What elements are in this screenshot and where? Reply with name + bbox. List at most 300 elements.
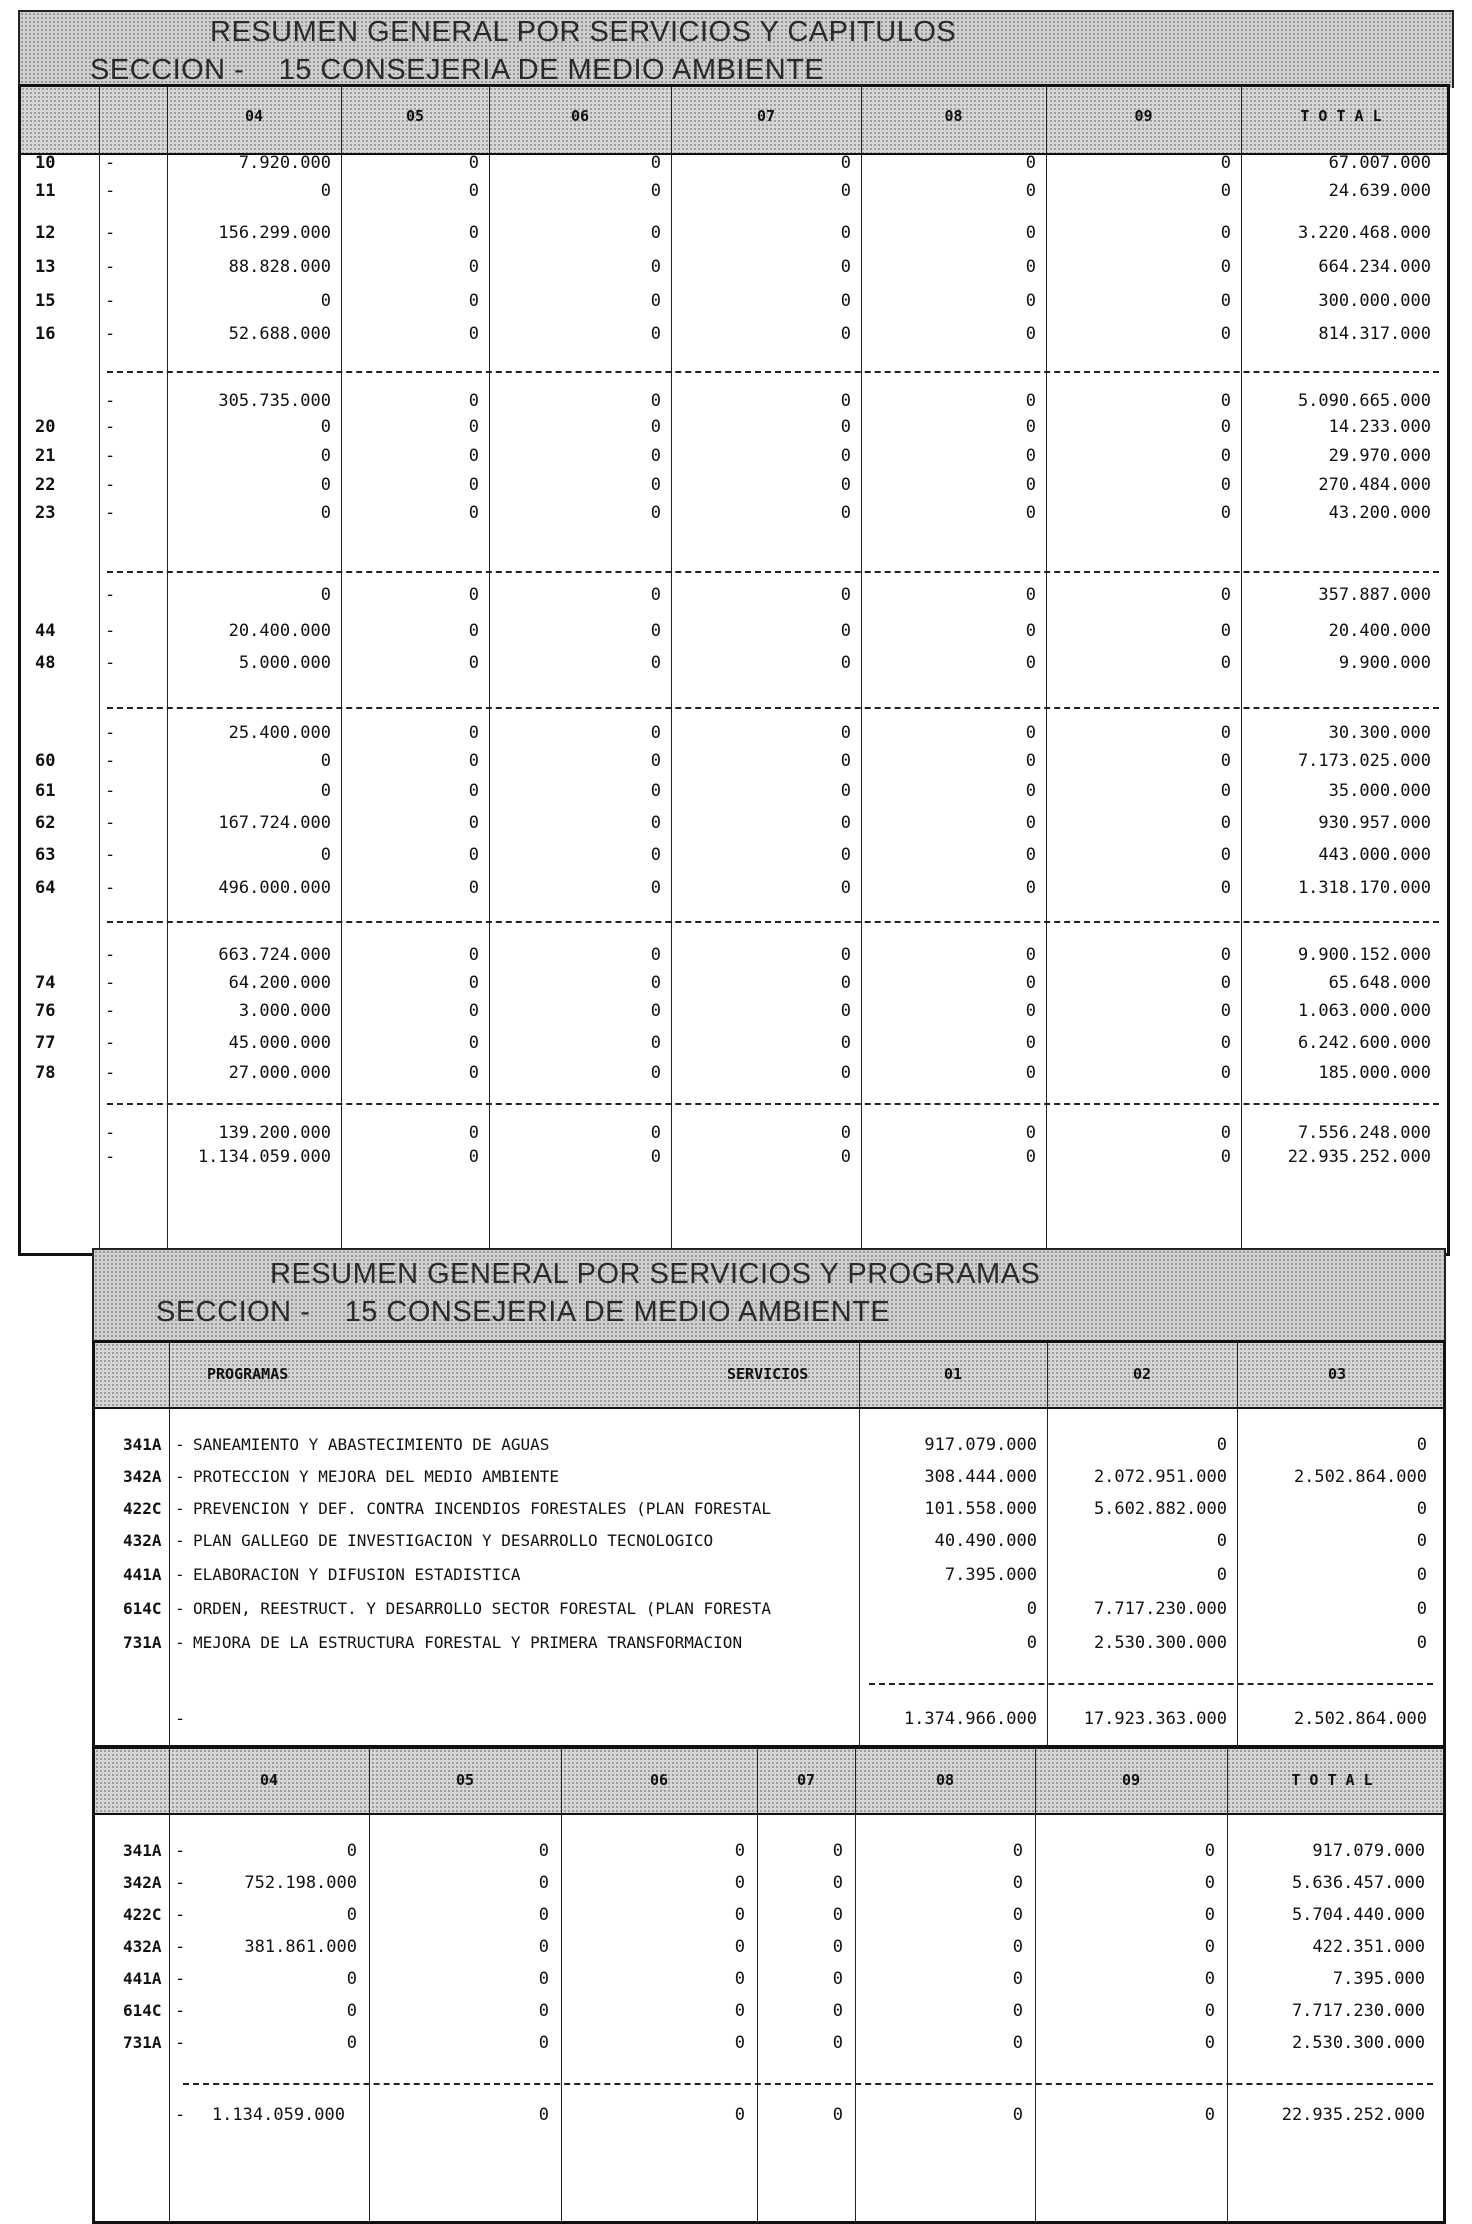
value-cell: 0 (1220, 781, 1231, 801)
total-cell: 24.639.000 (1328, 181, 1431, 201)
value-cell: 40.490.000 (934, 1531, 1037, 1551)
value-cell: 0 (468, 475, 479, 495)
dash-marker: - (105, 1123, 116, 1143)
value-cell: 64.200.000 (228, 973, 331, 993)
value-cell: 0 (1012, 1969, 1023, 1989)
value-cell: 0 (346, 2033, 357, 2053)
value-cell: 0 (840, 1033, 851, 1053)
section1-subtitle: SECCION - 15 CONSEJERIA DE MEDIO AMBIENTE (90, 54, 825, 86)
value-cell: 0 (650, 257, 661, 277)
value-cell: 0 (1216, 1435, 1227, 1455)
total-cell: 422.351.000 (1312, 1937, 1425, 1957)
value-cell: 0 (346, 1841, 357, 1861)
value-cell: 0 (1220, 257, 1231, 277)
value-cell: 0 (1025, 723, 1036, 743)
column-header: T O T A L (1291, 1771, 1373, 1789)
value-cell: 0 (1025, 324, 1036, 344)
value-cell: 496.000.000 (218, 878, 331, 898)
value-cell: 0 (1025, 153, 1036, 173)
value-cell: 0 (1204, 1937, 1215, 1957)
value-cell: 0 (468, 391, 479, 411)
total-cell: 65.648.000 (1328, 973, 1431, 993)
dash-marker: - (105, 391, 116, 411)
value-cell: 0 (468, 291, 479, 311)
dash-marker: - (105, 621, 116, 641)
chapter-code: 78 (35, 1063, 56, 1083)
value-cell: 0 (650, 621, 661, 641)
total-cell: 300.000.000 (1318, 291, 1431, 311)
capitulos-table (18, 84, 1450, 1256)
value-cell: 0 (1220, 1123, 1231, 1143)
value-cell: 0 (1220, 973, 1231, 993)
value-cell: 0 (650, 723, 661, 743)
value-cell: 0 (650, 813, 661, 833)
total-cell: 3.220.468.000 (1297, 223, 1431, 243)
value-cell: 0 (320, 417, 331, 437)
column-header: 06 (649, 1771, 669, 1789)
column-header: 05 (405, 107, 425, 125)
value-cell: 0 (1026, 1599, 1037, 1619)
chapter-code: 62 (35, 813, 56, 833)
value-cell: 0 (840, 813, 851, 833)
value-cell: 0 (320, 291, 331, 311)
chapter-code: 21 (35, 446, 56, 466)
section2-title: RESUMEN GENERAL POR SERVICIOS Y PROGRAMAS (270, 1258, 1041, 1290)
total-cell: 664.234.000 (1318, 257, 1431, 277)
value-cell: 0 (832, 2033, 843, 2053)
dash-marker: - (105, 723, 116, 743)
value-cell: 0 (1220, 621, 1231, 641)
column-header: 09 (1134, 107, 1153, 125)
value-cell: 0 (734, 1905, 745, 1925)
value-cell: 0 (320, 585, 331, 605)
dash-marker: - (175, 1599, 185, 1618)
value-cell: 0 (346, 2001, 357, 2021)
column-header: T O T A L (1300, 107, 1382, 125)
dash-marker: - (175, 1969, 186, 1989)
total-cell: 357.887.000 (1318, 585, 1431, 605)
value-cell: 0 (538, 1841, 549, 1861)
value-cell: 0 (320, 845, 331, 865)
value-cell: 0 (650, 417, 661, 437)
value-cell: 0 (468, 503, 479, 523)
dash-marker: - (105, 845, 116, 865)
value-cell: 0 (1012, 1873, 1023, 1893)
value-cell: 0 (468, 324, 479, 344)
value-cell: 0 (840, 621, 851, 641)
total-cell: 0 (1012, 2105, 1023, 2125)
total-cell: 5.704.440.000 (1291, 1905, 1425, 1925)
program-code: 342A (123, 1467, 162, 1486)
total-cell: 5.090.665.000 (1297, 391, 1431, 411)
value-cell: 0 (1025, 446, 1036, 466)
dash-marker: - (105, 503, 116, 523)
chapter-code: 76 (35, 1001, 56, 1021)
dash-marker: - (175, 2033, 186, 2053)
value-cell: 0 (650, 1001, 661, 1021)
total-cell: 14.233.000 (1328, 417, 1431, 437)
dash-marker: - (105, 878, 116, 898)
total-cell: 43.200.000 (1328, 503, 1431, 523)
value-cell: 0 (840, 223, 851, 243)
value-cell: 0 (650, 153, 661, 173)
total-cell: 814.317.000 (1318, 324, 1431, 344)
programas-table (92, 1340, 1446, 1748)
chapter-code: 16 (35, 324, 56, 344)
column-divider (99, 87, 100, 1253)
chapter-code: 48 (35, 653, 56, 673)
value-cell: 0 (840, 291, 851, 311)
value-cell: 0 (1216, 1531, 1227, 1551)
value-cell: 0 (840, 1123, 851, 1143)
value-cell: 0 (1220, 813, 1231, 833)
value-cell: 0 (1220, 324, 1231, 344)
program-code: 614C (123, 1599, 162, 1618)
total-cell: 917.079.000 (1312, 1841, 1425, 1861)
value-cell: 101.558.000 (924, 1499, 1037, 1519)
total-cell: 7.556.248.000 (1297, 1123, 1431, 1143)
value-cell: 0 (832, 1969, 843, 1989)
value-cell: 156.299.000 (218, 223, 331, 243)
value-cell: 0 (650, 585, 661, 605)
value-cell: 0 (1025, 751, 1036, 771)
column-divider (169, 1749, 170, 2221)
value-cell: 0 (832, 1905, 843, 1925)
value-cell: 0 (468, 1063, 479, 1083)
column-header: 03 (1327, 1365, 1347, 1383)
program-code: 441A (123, 1565, 162, 1584)
value-cell: 0 (320, 503, 331, 523)
value-cell: 52.688.000 (228, 324, 331, 344)
value-cell: 2.072.951.000 (1093, 1467, 1227, 1487)
dash-marker: - (105, 653, 116, 673)
dash-marker: - (105, 585, 116, 605)
column-header: 04 (244, 107, 264, 125)
value-cell: 0 (1220, 391, 1231, 411)
value-cell: 0 (840, 781, 851, 801)
total-cell: 7.395.000 (1332, 1969, 1425, 1989)
total-cell: 1.063.000.000 (1297, 1001, 1431, 1021)
chapter-code: 10 (35, 153, 56, 173)
value-cell: 0 (840, 945, 851, 965)
subtotal-separator (183, 2083, 1433, 2085)
value-cell: 0 (320, 475, 331, 495)
value-cell: 0 (1012, 2033, 1023, 2053)
dash-marker: - (105, 751, 116, 771)
value-cell: 0 (1204, 2033, 1215, 2053)
value-cell: 0 (1416, 1599, 1427, 1619)
value-cell: 0 (468, 257, 479, 277)
value-cell: 0 (1025, 585, 1036, 605)
value-cell: 0 (840, 391, 851, 411)
dash-marker: - (105, 324, 116, 344)
value-cell: 1.134.059.000 (197, 1147, 331, 1167)
column-header: 04 (259, 1771, 279, 1789)
subtotal-separator (869, 1683, 1433, 1685)
value-cell: 2.502.864.000 (1293, 1467, 1427, 1487)
value-cell: 25.400.000 (228, 723, 331, 743)
value-cell: 0 (468, 945, 479, 965)
value-cell: 0 (1025, 291, 1036, 311)
total-cell: 0 (538, 2105, 549, 2125)
total-cell: 22.935.252.000 (1287, 1147, 1431, 1167)
value-cell: 0 (650, 475, 661, 495)
total-cell: 930.957.000 (1318, 813, 1431, 833)
value-cell: 0 (468, 417, 479, 437)
value-cell: 0 (840, 257, 851, 277)
value-cell: 0 (320, 446, 331, 466)
value-cell: 0 (538, 2001, 549, 2021)
total-cell: 2.502.864.000 (1293, 1709, 1427, 1729)
dash-marker: - (105, 813, 116, 833)
value-cell: 663.724.000 (218, 945, 331, 965)
value-cell: 0 (1220, 845, 1231, 865)
chapter-code: 64 (35, 878, 56, 898)
value-cell: 0 (1025, 223, 1036, 243)
value-cell: 2.530.300.000 (1093, 1633, 1227, 1653)
total-cell: 30.300.000 (1328, 723, 1431, 743)
total-cell: 67.007.000 (1328, 153, 1431, 173)
value-cell: 0 (1025, 181, 1036, 201)
value-cell: 0 (1204, 2001, 1215, 2021)
value-cell: 0 (1220, 1033, 1231, 1053)
value-cell: 0 (1220, 945, 1231, 965)
chapter-code: 77 (35, 1033, 56, 1053)
value-cell: 0 (832, 1873, 843, 1893)
column-header: 02 (1132, 1365, 1152, 1383)
value-cell: 0 (650, 781, 661, 801)
program-name: MEJORA DE LA ESTRUCTURA FORESTAL Y PRIMERA TRANSFORMACION (193, 1633, 743, 1652)
value-cell: 0 (840, 653, 851, 673)
value-cell: 88.828.000 (228, 257, 331, 277)
total-cell: 35.000.000 (1328, 781, 1431, 801)
value-cell: 0 (1220, 585, 1231, 605)
value-cell: 0 (1416, 1531, 1427, 1551)
chapter-code: 61 (35, 781, 56, 801)
value-cell: 0 (346, 1969, 357, 1989)
value-cell: 0 (840, 723, 851, 743)
programas-capitulos-table (92, 1746, 1446, 2224)
column-header: 09 (1121, 1771, 1141, 1789)
value-cell: 0 (1416, 1565, 1427, 1585)
value-cell: 0 (840, 1063, 851, 1083)
value-cell: 0 (1416, 1499, 1427, 1519)
value-cell: 0 (468, 446, 479, 466)
value-cell: 0 (1220, 878, 1231, 898)
program-code: 432A (123, 1937, 162, 1956)
value-cell: 7.920.000 (238, 153, 331, 173)
dash-marker: - (175, 1565, 185, 1584)
value-cell: 0 (1025, 781, 1036, 801)
value-cell: 0 (1204, 1969, 1215, 1989)
value-cell: 0 (1216, 1565, 1227, 1585)
value-cell: 0 (468, 813, 479, 833)
value-cell: 0 (468, 181, 479, 201)
value-cell: 0 (1220, 223, 1231, 243)
dash-marker: - (175, 2105, 186, 2125)
value-cell: 0 (840, 1147, 851, 1167)
column-header: 01 (943, 1365, 963, 1383)
total-cell: 270.484.000 (1318, 475, 1431, 495)
program-name: PROTECCION Y MEJORA DEL MEDIO AMBIENTE (193, 1467, 560, 1486)
dash-marker: - (105, 291, 116, 311)
value-cell: 0 (1220, 1147, 1231, 1167)
value-cell: 0 (468, 845, 479, 865)
program-name: SANEAMIENTO Y ABASTECIMIENTO DE AGUAS (193, 1435, 550, 1454)
value-cell: 0 (840, 475, 851, 495)
program-name: ORDEN, REESTRUCT. Y DESARROLLO SECTOR FORESTAL (PLAN FORESTA (193, 1599, 771, 1618)
value-cell: 3.000.000 (238, 1001, 331, 1021)
total-cell: 0 (832, 2105, 843, 2125)
chapter-code: 20 (35, 417, 56, 437)
dash-marker: - (175, 1905, 186, 1925)
value-cell: 0 (1220, 653, 1231, 673)
total-cell: 2.530.300.000 (1291, 2033, 1425, 2053)
value-cell: 0 (1220, 723, 1231, 743)
value-cell: 0 (468, 878, 479, 898)
value-cell: 0 (1025, 878, 1036, 898)
value-cell: 0 (1025, 417, 1036, 437)
value-cell: 381.861.000 (244, 1937, 357, 1957)
total-cell: 1.374.966.000 (903, 1709, 1037, 1729)
value-cell: 0 (832, 2001, 843, 2021)
value-cell: 0 (840, 845, 851, 865)
dash-marker: - (105, 223, 116, 243)
value-cell: 0 (468, 153, 479, 173)
chapter-code: 63 (35, 845, 56, 865)
program-code: 731A (123, 2033, 162, 2052)
dash-marker: - (175, 1709, 186, 1729)
value-cell: 0 (468, 1001, 479, 1021)
column-header: 06 (570, 107, 590, 125)
programas-header: PROGRAMAS (207, 1365, 289, 1383)
value-cell: 0 (320, 181, 331, 201)
program-code: 432A (123, 1531, 162, 1550)
value-cell: 0 (1220, 153, 1231, 173)
program-code: 341A (123, 1435, 162, 1454)
dash-marker: - (105, 1033, 116, 1053)
dash-marker: - (105, 181, 116, 201)
value-cell: 0 (1012, 1937, 1023, 1957)
section2-header (92, 1248, 1446, 1342)
total-cell: 22.935.252.000 (1281, 2105, 1425, 2125)
value-cell: 0 (1025, 257, 1036, 277)
value-cell: 0 (538, 2033, 549, 2053)
value-cell: 0 (1025, 945, 1036, 965)
value-cell: 0 (538, 1905, 549, 1925)
value-cell: 0 (1026, 1633, 1037, 1653)
value-cell: 0 (840, 417, 851, 437)
value-cell: 0 (1025, 813, 1036, 833)
value-cell: 0 (1204, 1873, 1215, 1893)
dash-marker: - (175, 1633, 185, 1652)
program-code: 441A (123, 1969, 162, 1988)
dash-marker: - (105, 257, 116, 277)
value-cell: 0 (1012, 1841, 1023, 1861)
dash-marker: - (175, 1937, 186, 1957)
value-cell: 0 (1416, 1435, 1427, 1455)
total-cell: 443.000.000 (1318, 845, 1431, 865)
value-cell: 0 (1220, 417, 1231, 437)
value-cell: 139.200.000 (218, 1123, 331, 1143)
value-cell: 0 (840, 324, 851, 344)
value-cell: 0 (650, 945, 661, 965)
value-cell: 0 (650, 973, 661, 993)
value-cell: 0 (650, 1033, 661, 1053)
value-cell: 0 (650, 845, 661, 865)
total-cell: 7.717.230.000 (1291, 2001, 1425, 2021)
value-cell: 0 (840, 751, 851, 771)
dash-marker: - (175, 1841, 186, 1861)
value-cell: 0 (650, 391, 661, 411)
dash-marker: - (105, 781, 116, 801)
value-cell: 0 (840, 973, 851, 993)
value-cell: 0 (538, 1873, 549, 1893)
total-cell: 6.242.600.000 (1297, 1033, 1431, 1053)
value-cell: 0 (650, 291, 661, 311)
value-cell: 0 (1220, 503, 1231, 523)
value-cell: 0 (650, 1123, 661, 1143)
value-cell: 0 (650, 181, 661, 201)
value-cell: 0 (840, 446, 851, 466)
value-cell: 0 (840, 181, 851, 201)
value-cell: 0 (840, 153, 851, 173)
value-cell: 752.198.000 (244, 1873, 357, 1893)
value-cell: 0 (840, 878, 851, 898)
value-cell: 0 (538, 1937, 549, 1957)
chapter-code: 74 (35, 973, 56, 993)
value-cell: 0 (468, 621, 479, 641)
value-cell: 0 (1220, 446, 1231, 466)
value-cell: 7.717.230.000 (1093, 1599, 1227, 1619)
chapter-code: 13 (35, 257, 56, 277)
program-code: 422C (123, 1905, 162, 1924)
section1-header (18, 10, 1454, 88)
program-code: 341A (123, 1841, 162, 1860)
value-cell: 0 (1220, 1001, 1231, 1021)
value-cell: 0 (650, 223, 661, 243)
dash-marker: - (175, 1467, 185, 1486)
chapter-code: 60 (35, 751, 56, 771)
dash-marker: - (105, 945, 116, 965)
column-header: 08 (935, 1771, 955, 1789)
program-code: 614C (123, 2001, 162, 2020)
value-cell: 0 (1025, 653, 1036, 673)
value-cell: 0 (1220, 475, 1231, 495)
value-cell: 0 (468, 723, 479, 743)
value-cell: 20.400.000 (228, 621, 331, 641)
total-cell: 20.400.000 (1328, 621, 1431, 641)
chapter-code: 12 (35, 223, 56, 243)
value-cell: 0 (468, 1123, 479, 1143)
value-cell: 0 (1025, 1147, 1036, 1167)
value-cell: 0 (1416, 1633, 1427, 1653)
value-cell: 0 (650, 1147, 661, 1167)
subtotal-separator (107, 921, 1439, 923)
value-cell: 0 (468, 781, 479, 801)
value-cell: 0 (346, 1905, 357, 1925)
total-cell: 7.173.025.000 (1297, 751, 1431, 771)
value-cell: 0 (1220, 1063, 1231, 1083)
value-cell: 0 (650, 446, 661, 466)
dash-marker: - (105, 1147, 116, 1167)
dash-marker: - (105, 973, 116, 993)
value-cell: 0 (1012, 1905, 1023, 1925)
section2-subtitle: SECCION - 15 CONSEJERIA DE MEDIO AMBIENTE (156, 1296, 891, 1328)
value-cell: 0 (734, 1937, 745, 1957)
value-cell: 0 (1025, 475, 1036, 495)
value-cell: 0 (468, 1033, 479, 1053)
